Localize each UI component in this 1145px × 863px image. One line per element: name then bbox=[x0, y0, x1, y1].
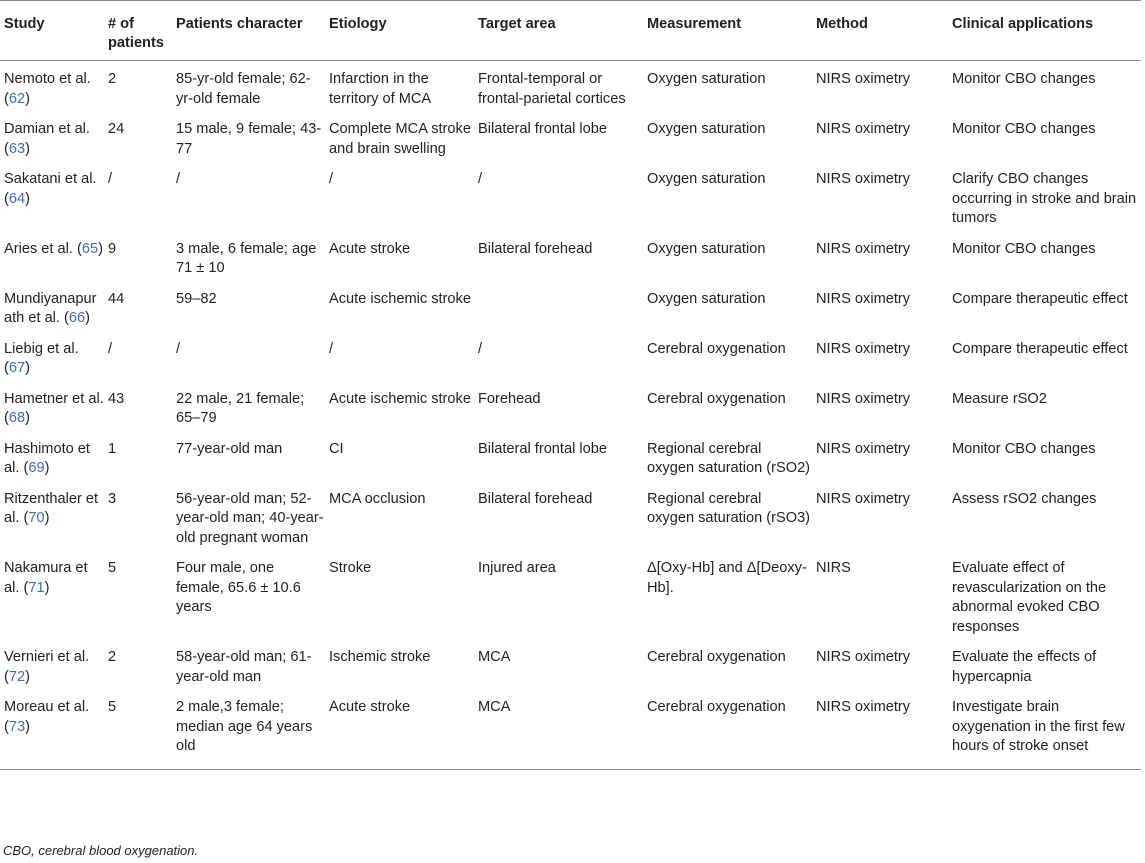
study-name: Damian et al. ( bbox=[4, 121, 90, 157]
study-name: Sakatani et al. ( bbox=[4, 171, 97, 207]
method-cell: NIRS oximetry bbox=[816, 121, 911, 137]
reference-link[interactable]: 68 bbox=[8, 410, 26, 426]
method-cell: NIRS oximetry bbox=[816, 440, 911, 457]
method-cell: NIRS oximetry bbox=[816, 290, 911, 307]
method-cell: NIRS oximetry bbox=[816, 390, 911, 407]
reference-link[interactable]: 62 bbox=[8, 90, 26, 107]
patient-character-cell: 2 male,3 female; median age 64 years old bbox=[172, 689, 325, 769]
study-cell bbox=[0, 231, 104, 281]
measurement-cell: Cerebral oxygenation bbox=[647, 390, 786, 407]
measurement-cell: Oxygen saturation bbox=[647, 290, 766, 307]
study-cell bbox=[0, 331, 104, 381]
reference-link[interactable]: 73 bbox=[8, 718, 26, 735]
method-cell: NIRS oximetry bbox=[816, 171, 911, 187]
study-cell bbox=[0, 481, 104, 551]
etiology-cell: Acute ischemic stroke bbox=[329, 290, 471, 307]
patient-count-cell: 9 bbox=[108, 240, 117, 257]
table-row bbox=[0, 481, 1141, 551]
study-paren-close: ) bbox=[25, 668, 30, 685]
target-area-cell: Bilateral frontal lobe bbox=[478, 440, 607, 457]
etiology-cell: Infarction in the territory of MCA bbox=[329, 71, 432, 107]
measurement-cell: Regional cerebral oxygen saturation (rSO3) bbox=[647, 490, 811, 526]
clinical-application-cell: Measure rSO2 bbox=[952, 390, 1047, 407]
patient-character-cell: 58-year-old man; 61-year-old man bbox=[176, 649, 312, 685]
study-name: Nakamura et al. ( bbox=[4, 560, 88, 596]
etiology-cell: Complete MCA stroke and brain swelling bbox=[329, 121, 471, 157]
study-name: Hametner et al. ( bbox=[4, 390, 104, 426]
study-paren-close: ) bbox=[25, 140, 30, 157]
table-row bbox=[0, 61, 1141, 112]
table-row bbox=[0, 331, 1141, 381]
table-row bbox=[0, 111, 1141, 161]
reference-link[interactable]: 65 bbox=[81, 240, 99, 257]
patient-character-cell: 3 male, 6 female; age 71 ± 10 bbox=[176, 240, 317, 276]
patient-character-cell: Four male, one female, 65.6 ± 10.6 years bbox=[176, 560, 301, 615]
measurement-cell: Oxygen saturation bbox=[647, 121, 766, 137]
patient-character-cell: / bbox=[176, 171, 181, 187]
etiology-cell: Acute ischemic stroke bbox=[329, 390, 471, 407]
reference-link[interactable]: 64 bbox=[8, 190, 26, 207]
study-name: Hashimoto et al. ( bbox=[4, 440, 90, 476]
header-row bbox=[0, 1, 1141, 61]
etiology-cell: Stroke bbox=[329, 560, 372, 576]
clinical-application-cell: Monitor CBO changes bbox=[952, 240, 1096, 257]
patient-count-cell: / bbox=[108, 171, 113, 187]
etiology-cell: / bbox=[329, 340, 334, 357]
table-row bbox=[0, 231, 1141, 281]
patient-count-cell: 2 bbox=[108, 649, 117, 665]
study-name: Nemoto et al. ( bbox=[4, 71, 91, 107]
patient-character-cell: 85-yr-old female; 62-yr-old female bbox=[176, 71, 311, 107]
study-paren-close: ) bbox=[98, 240, 103, 257]
method-cell: NIRS oximetry bbox=[816, 490, 911, 507]
etiology-cell: MCA occlusion bbox=[329, 490, 426, 507]
study-cell bbox=[0, 381, 104, 431]
reference-link[interactable]: 69 bbox=[28, 460, 45, 476]
target-area-cell: / bbox=[478, 171, 483, 187]
target-area-cell: Forehead bbox=[478, 390, 541, 407]
table-body bbox=[0, 61, 1141, 770]
measurement-cell: Oxygen saturation bbox=[647, 240, 766, 257]
method-cell: NIRS oximetry bbox=[816, 340, 911, 357]
clinical-application-cell: Compare therapeutic effect bbox=[952, 290, 1128, 307]
etiology-cell: CI bbox=[329, 440, 344, 457]
patient-character-cell: 22 male, 21 female; 65–79 bbox=[176, 390, 305, 426]
study-cell bbox=[0, 161, 104, 231]
measurement-cell: Δ[Oxy-Hb] and Δ[Deoxy-Hb]. bbox=[647, 560, 807, 596]
measurement-cell: Oxygen saturation bbox=[647, 71, 766, 87]
study-header: Study bbox=[0, 1, 104, 61]
table-row bbox=[0, 281, 1141, 331]
reference-link[interactable]: 63 bbox=[8, 140, 26, 157]
measurement-header: Measurement bbox=[643, 1, 812, 61]
method-cell: NIRS oximetry bbox=[816, 71, 911, 87]
method-cell: NIRS oximetry bbox=[816, 649, 911, 665]
study-cell bbox=[0, 111, 104, 161]
study-paren-close: ) bbox=[25, 410, 30, 426]
study-cell bbox=[0, 431, 104, 481]
patient-character-cell: 15 male, 9 female; 43-77 bbox=[176, 121, 322, 157]
study-paren-close: ) bbox=[85, 310, 91, 326]
study-paren-close: ) bbox=[25, 90, 30, 107]
measurement-cell: Oxygen saturation bbox=[647, 171, 766, 187]
target-area-cell: Frontal-temporal or frontal-parietal cortices bbox=[478, 71, 626, 107]
clinical-application-cell: Monitor CBO changes bbox=[952, 440, 1096, 457]
study-paren-close: ) bbox=[44, 579, 50, 596]
patient-character-cell: 59–82 bbox=[176, 290, 217, 307]
target-area-cell: Bilateral forehead bbox=[478, 240, 593, 257]
clinical-application-cell: Monitor CBO changes bbox=[952, 71, 1096, 87]
patient-count-cell: 24 bbox=[108, 121, 125, 137]
method-cell: NIRS oximetry bbox=[812, 689, 948, 769]
study-cell bbox=[0, 281, 104, 331]
method-header: Method bbox=[812, 1, 948, 61]
study-name: Moreau et al. ( bbox=[4, 699, 90, 735]
measurement-cell: Cerebral oxygenation bbox=[647, 649, 786, 665]
study-paren-close: ) bbox=[25, 360, 30, 376]
patient-character-cell: 56-year-old man; 52-year-old man; 40-year-old pregnant woman bbox=[176, 490, 324, 546]
reference-link[interactable]: 70 bbox=[28, 510, 45, 526]
reference-link[interactable]: 71 bbox=[28, 579, 45, 596]
study-name: Vernieri et al. ( bbox=[4, 649, 90, 685]
study-name: Mundiyanapurath et al. ( bbox=[4, 290, 97, 326]
table-row bbox=[0, 431, 1141, 481]
patient-character-cell: / bbox=[176, 340, 181, 357]
etiology-cell: / bbox=[329, 171, 334, 187]
clinical-application-cell: Investigate brain oxygenation in the first few hours of stroke onset bbox=[948, 689, 1141, 769]
target-area-cell: Injured area bbox=[478, 560, 556, 576]
target-area-cell: Bilateral forehead bbox=[478, 490, 593, 507]
etiology-cell: Acute stroke bbox=[329, 240, 411, 257]
etiology-header: Etiology bbox=[325, 1, 474, 61]
patient-count-cell: 2 bbox=[108, 71, 117, 87]
target-area-cell: MCA bbox=[478, 649, 511, 665]
patients-header: # of patients bbox=[104, 1, 172, 61]
patient-character-cell: 77-year-old man bbox=[176, 440, 283, 457]
table-footnote: CBO, cerebral blood oxygenation. bbox=[3, 843, 199, 858]
measurement-cell: Regional cerebral oxygen saturation (rSO2) bbox=[647, 440, 811, 476]
applications-header: Clinical applications bbox=[948, 1, 1141, 61]
patient-count-cell: 5 bbox=[104, 689, 172, 769]
study-paren-close: ) bbox=[44, 510, 50, 526]
study-name: Aries et al. ( bbox=[4, 240, 82, 257]
target-area-cell: Bilateral frontal lobe bbox=[478, 121, 607, 137]
patient-count-cell: / bbox=[108, 340, 113, 357]
table-row bbox=[0, 381, 1141, 431]
clinical-application-cell: Evaluate the effects of hypercapnia bbox=[952, 649, 1097, 685]
clinical-application-cell: Clarify CBO changes occurring in stroke and brain tumors bbox=[952, 171, 1137, 226]
table-row bbox=[0, 550, 1141, 639]
study-paren-close: ) bbox=[25, 190, 30, 207]
reference-link[interactable]: 66 bbox=[68, 310, 86, 326]
patient-count-cell: 5 bbox=[108, 560, 117, 576]
table-header bbox=[0, 1, 1141, 61]
measurement-cell: Cerebral oxygenation bbox=[643, 689, 812, 769]
study-cell bbox=[0, 61, 104, 112]
clinical-application-cell: Evaluate effect of revascularization on the abnormal evoked CBO responses bbox=[952, 560, 1107, 635]
study-paren-close: ) bbox=[44, 460, 50, 476]
patient-count-cell: 43 bbox=[108, 390, 125, 407]
target-area-cell: MCA bbox=[474, 689, 643, 769]
patient-count-cell: 3 bbox=[108, 490, 117, 507]
patient-count-cell: 1 bbox=[108, 440, 117, 457]
target-header: Target area bbox=[474, 1, 643, 61]
patient-count-cell: 44 bbox=[108, 290, 125, 307]
table-row bbox=[0, 639, 1141, 689]
clinical-application-cell: Compare therapeutic effect bbox=[952, 340, 1128, 357]
study-cell bbox=[0, 550, 104, 639]
reference-link[interactable]: 72 bbox=[8, 668, 26, 685]
study-name: Ritzenthaler et al. ( bbox=[4, 490, 99, 526]
study-name: Liebig et al. ( bbox=[4, 340, 79, 376]
reference-link[interactable]: 67 bbox=[8, 360, 26, 376]
etiology-cell: Ischemic stroke bbox=[329, 649, 431, 665]
clinical-application-cell: Monitor CBO changes bbox=[952, 121, 1096, 137]
measurement-cell: Cerebral oxygenation bbox=[647, 340, 786, 357]
character-header: Patients character bbox=[172, 1, 325, 61]
table-row bbox=[0, 161, 1141, 231]
clinical-application-cell: Assess rSO2 changes bbox=[952, 490, 1097, 507]
study-cell bbox=[0, 689, 104, 769]
target-area-cell: / bbox=[478, 340, 483, 357]
table-row bbox=[0, 689, 1141, 769]
study-cell bbox=[0, 639, 104, 689]
target-area-cell bbox=[474, 281, 643, 331]
method-cell: NIRS bbox=[816, 560, 851, 576]
etiology-cell: Acute stroke bbox=[325, 689, 474, 769]
method-cell: NIRS oximetry bbox=[816, 240, 911, 257]
study-paren-close: ) bbox=[25, 718, 30, 735]
